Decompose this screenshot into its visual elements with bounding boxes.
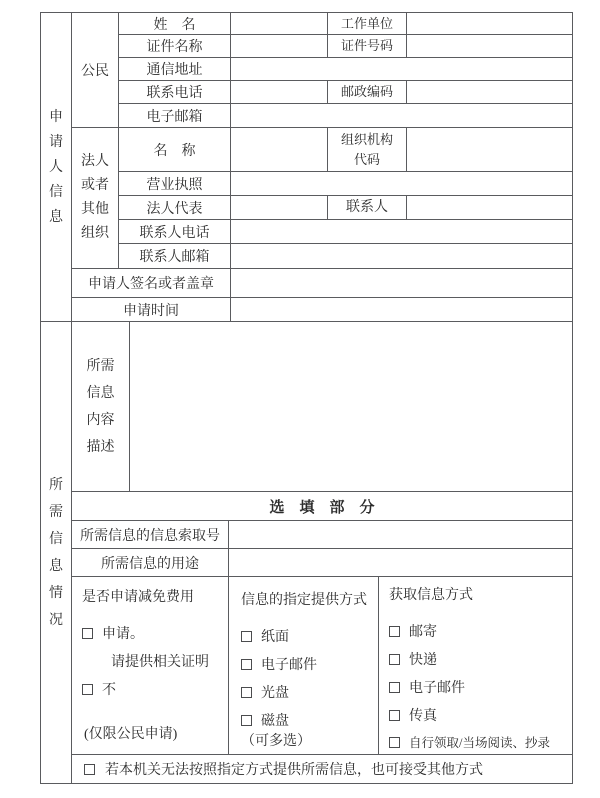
description-row bbox=[72, 322, 572, 492]
email-input-cell[interactable] bbox=[231, 104, 572, 127]
email-label: 电子邮箱 bbox=[119, 104, 231, 127]
representative-input-cell[interactable] bbox=[231, 196, 328, 219]
table-row bbox=[72, 521, 572, 549]
fee-no-option[interactable] bbox=[82, 679, 224, 699]
phone-label: 联系电话 bbox=[119, 81, 231, 103]
fee-waiver-cell bbox=[72, 577, 229, 754]
purpose-input-cell[interactable] bbox=[229, 549, 572, 576]
obtain-method-cell bbox=[379, 577, 572, 754]
delivery-email-option[interactable] bbox=[241, 654, 374, 674]
delivery-disk-label: 磁盘 bbox=[261, 714, 289, 729]
table-row bbox=[119, 104, 572, 127]
org-code-input-cell[interactable] bbox=[407, 128, 572, 171]
postcode-input-cell[interactable] bbox=[407, 81, 572, 103]
obtain-note bbox=[389, 751, 568, 754]
fee-waiver-title: 是否申请减免费用 bbox=[82, 590, 194, 605]
postcode-label: 邮政编码 bbox=[328, 81, 407, 103]
license-input-cell[interactable] bbox=[231, 172, 572, 195]
delivery-disk-checkbox-icon[interactable] bbox=[241, 715, 252, 726]
delivery-email-label: 电子邮件 bbox=[261, 658, 317, 673]
required-info-section-label: 所需信息情况 bbox=[49, 477, 63, 628]
table-row bbox=[72, 298, 572, 321]
signature-input-cell[interactable] bbox=[231, 269, 572, 297]
fee-apply-label: 申请。 bbox=[102, 627, 144, 642]
delivery-method-title: 信息的指定提供方式 bbox=[241, 593, 367, 608]
contact-label: 联系人 bbox=[328, 196, 407, 219]
phone-input-cell[interactable] bbox=[231, 81, 328, 103]
applicant-section bbox=[41, 13, 572, 322]
citizen-block bbox=[72, 13, 572, 128]
delivery-cd-option[interactable] bbox=[241, 682, 374, 702]
table-row bbox=[119, 58, 572, 81]
address-label: 通信地址 bbox=[119, 58, 231, 80]
obtain-mail-checkbox-icon[interactable] bbox=[389, 626, 400, 637]
signature-label: 申请人签名或者盖章 bbox=[72, 269, 231, 297]
delivery-paper-label: 纸面 bbox=[261, 630, 289, 645]
obtain-email-option[interactable] bbox=[389, 677, 568, 697]
contact-email-label: 联系人邮箱 bbox=[119, 244, 231, 268]
work-unit-input-cell[interactable] bbox=[407, 13, 572, 34]
contact-input-cell[interactable] bbox=[407, 196, 572, 219]
applicant-section-label: 申请人信息 bbox=[49, 109, 63, 225]
table-row bbox=[119, 220, 572, 244]
fee-waiver-note: (仅限公民申请) bbox=[84, 727, 178, 742]
fallback-option-label: 若本机关无法按照指定方式提供所需信息，也可接受其他方式 bbox=[105, 763, 483, 778]
obtain-email-label: 电子邮件 bbox=[409, 681, 465, 696]
representative-label: 法人代表 bbox=[119, 196, 231, 219]
application-form-table bbox=[40, 12, 573, 784]
obtain-fax-option[interactable] bbox=[389, 705, 568, 725]
org-name-label: 名 称 bbox=[119, 128, 231, 171]
table-row bbox=[72, 269, 572, 298]
license-label: 营业执照 bbox=[119, 172, 231, 195]
obtain-self-option[interactable] bbox=[389, 733, 568, 751]
delivery-email-checkbox-icon[interactable] bbox=[241, 659, 252, 670]
purpose-label: 所需信息的用途 bbox=[72, 549, 229, 576]
address-input-cell[interactable] bbox=[231, 58, 572, 80]
delivery-method-cell bbox=[229, 577, 379, 754]
citizen-group-label: 公民 bbox=[81, 64, 109, 79]
apply-time-label: 申请时间 bbox=[72, 298, 231, 321]
description-label-cell bbox=[72, 322, 130, 491]
applicant-section-header bbox=[41, 13, 72, 321]
org-name-input-cell[interactable] bbox=[231, 128, 328, 171]
legal-entity-block bbox=[72, 128, 572, 269]
fee-apply-checkbox-icon[interactable] bbox=[82, 628, 93, 639]
id-type-label: 证件名称 bbox=[119, 35, 231, 57]
description-input-cell[interactable] bbox=[130, 322, 572, 491]
obtain-self-checkbox-icon[interactable] bbox=[389, 737, 400, 748]
description-label: 所需信息内容描述 bbox=[86, 358, 115, 455]
fee-proof-note: 请提供相关证明 bbox=[111, 655, 209, 670]
org-code-label: 组织机构代码 bbox=[328, 128, 407, 171]
citizen-group-cell bbox=[72, 13, 119, 127]
legal-group-cell bbox=[72, 128, 119, 268]
id-number-label: 证件号码 bbox=[328, 35, 407, 57]
required-info-section-header bbox=[41, 322, 72, 783]
obtain-email-checkbox-icon[interactable] bbox=[389, 682, 400, 693]
table-row bbox=[119, 196, 572, 220]
obtain-mail-label: 邮寄 bbox=[409, 625, 437, 640]
name-input-cell[interactable] bbox=[231, 13, 328, 34]
delivery-cd-checkbox-icon[interactable] bbox=[241, 687, 252, 698]
id-number-input-cell[interactable] bbox=[407, 35, 572, 57]
apply-time-input-cell[interactable] bbox=[231, 298, 572, 321]
work-unit-label: 工作单位 bbox=[328, 13, 407, 34]
id-type-input-cell[interactable] bbox=[231, 35, 328, 57]
delivery-paper-option[interactable] bbox=[241, 626, 374, 646]
table-row bbox=[119, 81, 572, 104]
index-number-label: 所需信息的信息索取号 bbox=[72, 521, 229, 548]
delivery-cd-label: 光盘 bbox=[261, 686, 289, 701]
obtain-method-title: 获取信息方式 bbox=[389, 588, 473, 603]
contact-email-input-cell[interactable] bbox=[231, 244, 572, 268]
fee-no-label: 不 bbox=[102, 683, 116, 698]
table-row bbox=[72, 549, 572, 577]
table-row bbox=[119, 172, 572, 196]
required-info-section bbox=[41, 322, 572, 783]
delivery-note: （可多选） bbox=[241, 734, 311, 749]
index-number-input-cell[interactable] bbox=[229, 521, 572, 548]
obtain-express-checkbox-icon[interactable] bbox=[389, 654, 400, 665]
table-row bbox=[119, 35, 572, 58]
legal-group-label: 法人或者其他组织 bbox=[81, 154, 109, 241]
obtain-express-label: 快递 bbox=[409, 653, 437, 668]
obtain-fax-checkbox-icon[interactable] bbox=[389, 710, 400, 721]
options-row bbox=[72, 577, 572, 755]
fee-no-checkbox-icon[interactable] bbox=[82, 684, 93, 695]
table-row bbox=[119, 128, 572, 172]
table-row bbox=[119, 13, 572, 35]
fallback-option-row[interactable] bbox=[72, 755, 572, 783]
obtain-self-label: 自行领取/当场阅读、抄录 bbox=[409, 736, 550, 750]
delivery-paper-checkbox-icon[interactable] bbox=[241, 631, 252, 642]
contact-phone-label: 联系人电话 bbox=[119, 220, 231, 243]
obtain-fax-label: 传真 bbox=[409, 709, 437, 724]
fallback-checkbox-icon[interactable] bbox=[84, 764, 95, 775]
delivery-disk-option[interactable] bbox=[241, 710, 374, 730]
table-row bbox=[119, 244, 572, 268]
optional-part-header: 选 填 部 分 bbox=[72, 492, 572, 521]
obtain-mail-option[interactable] bbox=[389, 621, 568, 641]
contact-phone-input-cell[interactable] bbox=[231, 220, 572, 243]
fee-apply-option[interactable] bbox=[82, 623, 224, 643]
name-label: 姓 名 bbox=[119, 13, 231, 34]
obtain-express-option[interactable] bbox=[389, 649, 568, 669]
